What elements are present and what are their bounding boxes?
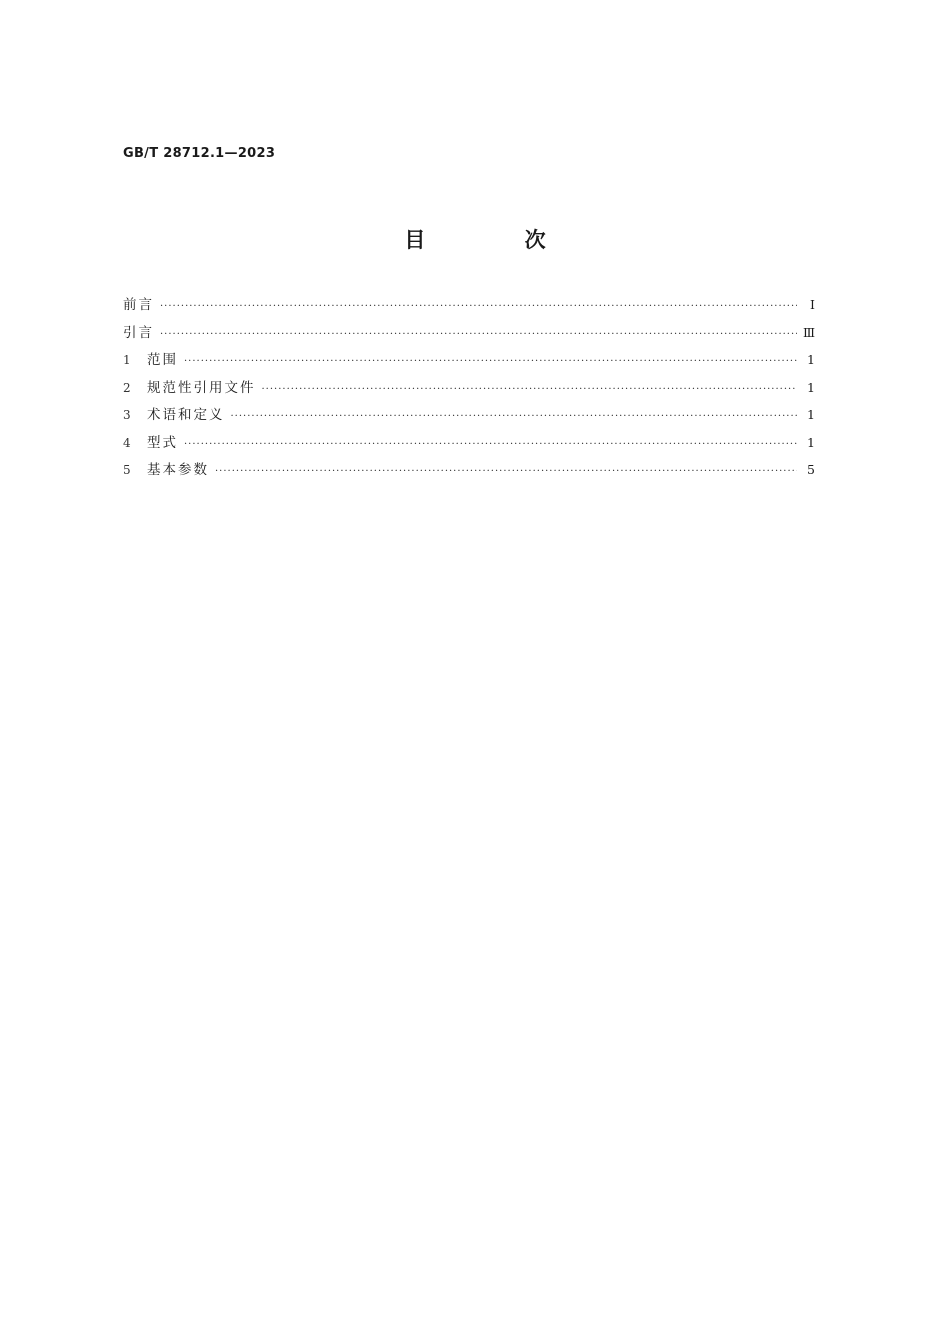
toc-entry-scope[interactable]: [123, 348, 815, 376]
toc-page-number: Ⅲ: [802, 324, 815, 340]
toc-dot-leader: [160, 301, 797, 312]
toc-dot-leader: [215, 466, 797, 477]
toc-entry-label: 基本参数: [147, 462, 209, 478]
toc-entry-normative-references[interactable]: [123, 376, 815, 404]
standard-code: GB/T 28712.1—2023: [123, 146, 276, 161]
toc-page-number: 1: [807, 434, 815, 450]
toc-entry-label: 术语和定义: [147, 407, 225, 423]
toc-entry-introduction[interactable]: [123, 321, 815, 349]
toc-page-number: 1: [807, 352, 815, 367]
toc-dot-leader: [262, 384, 798, 395]
toc-entry-label: 前言: [123, 297, 154, 313]
page-title: 目 次: [404, 228, 592, 252]
toc-entry-label: 型式: [147, 434, 178, 451]
toc-entry-label: 范围: [147, 352, 178, 368]
toc-entry-terms-definitions[interactable]: [123, 403, 815, 431]
toc-page-number: 1: [807, 407, 815, 422]
table-of-contents: [123, 293, 815, 486]
toc-entry-number: 1: [123, 353, 131, 367]
toc-page-number: 5: [807, 462, 815, 477]
toc-page-number: Ⅰ: [810, 297, 815, 312]
toc-entry-number: 5: [123, 463, 131, 477]
toc-dot-leader: [184, 356, 797, 367]
toc-entry-types[interactable]: [123, 431, 815, 459]
toc-dot-leader: [160, 329, 797, 340]
toc-entry-foreword[interactable]: [123, 293, 815, 321]
toc-dot-leader: [231, 411, 798, 422]
toc-entry-basic-parameters[interactable]: [123, 458, 815, 486]
toc-entry-number: 4: [123, 435, 131, 450]
toc-page-number: 1: [807, 379, 815, 395]
toc-entry-label: 引言: [123, 324, 154, 341]
toc-dot-leader: [184, 439, 797, 450]
toc-entry-number: 3: [123, 408, 131, 422]
toc-entry-number: 2: [123, 380, 131, 395]
toc-entry-label: 规范性引用文件: [147, 379, 256, 396]
